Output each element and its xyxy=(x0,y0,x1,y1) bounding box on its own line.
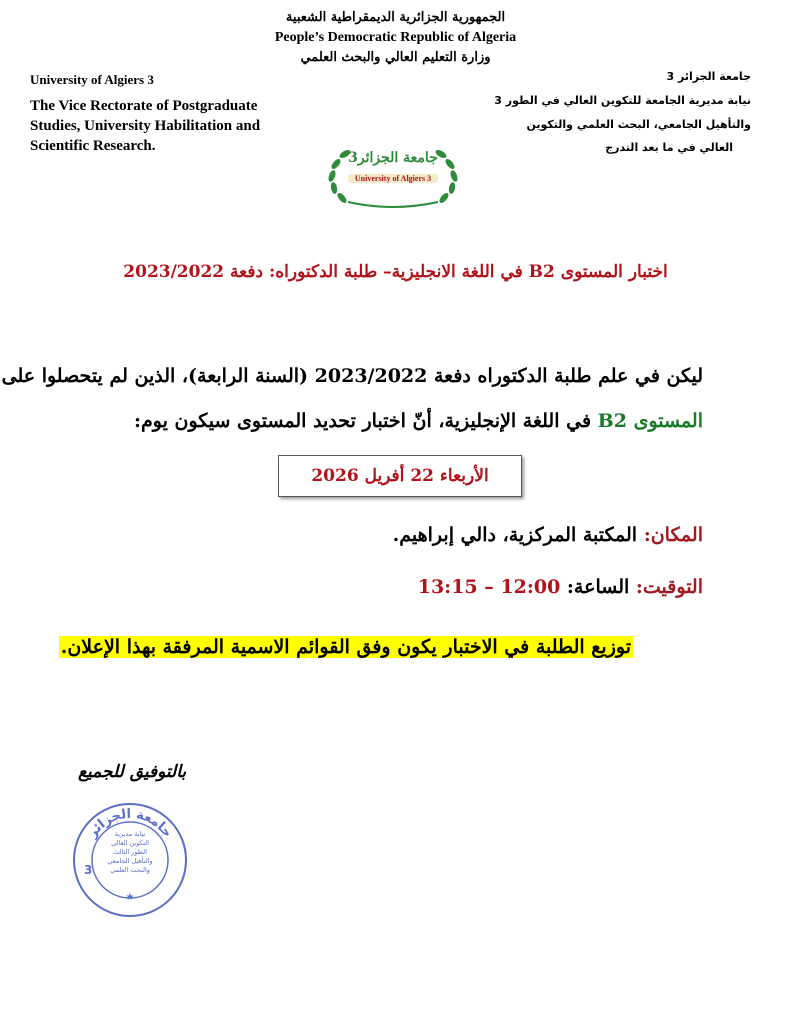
office-line-3: Scientific Research. xyxy=(30,138,156,154)
stamp-center-text xyxy=(96,830,164,875)
announcement-title: اختبار المستوى B2 في اللغة الانجليزية– طلبة الدكتوراه: دفعة 2023/2022 xyxy=(123,262,668,282)
distribution-note xyxy=(59,636,633,658)
exam-date-box xyxy=(278,455,522,497)
logo-english-text: University of Algiers 3 xyxy=(348,174,438,183)
body-line-2 xyxy=(134,410,703,432)
timing-end: 13:15 xyxy=(417,576,478,598)
timing-label: التوقيت: xyxy=(635,576,703,598)
place-label: المكان: xyxy=(643,524,703,546)
body-line-1: ليكن في علم طلبة الدكتوراه دفعة 2023/2022 (السنة الرابعة)، الذين لم يتحصلوا على xyxy=(1,365,703,387)
stamp-center-line-5: والبحث العلمي xyxy=(110,866,150,874)
office-line-2: Studies, University Habilitation and xyxy=(30,118,261,134)
place-line xyxy=(393,524,703,546)
distribution-note-text: توزيع الطلبة في الاختبار يكون وفق القوائم الاسمية المرفقة بهذا الإعلان. xyxy=(60,636,631,658)
stamp-ring-text: جامعة الجزائر xyxy=(84,806,175,841)
stamp-center-line-4: والتأهيل الجامعي xyxy=(107,857,153,865)
logo-arabic-text: جامعة الجزائر3 xyxy=(348,150,438,166)
timing-start: 12:00 xyxy=(500,576,561,598)
university-name: University of Algiers 3 xyxy=(30,72,154,87)
office-arabic-line-1: نيابة مديرية الجامعة للتكوين العالي في الطور 3 xyxy=(494,94,751,107)
stamp-center-line-2: التكوين العالي xyxy=(111,839,149,847)
office-arabic-line-3: العالي في ما بعد التدرج xyxy=(605,141,733,154)
office-line-1: The Vice Rectorate of Postgraduate xyxy=(30,98,258,114)
place-value: المكتبة المركزية، دالي إبراهيم. xyxy=(392,524,638,546)
office-arabic-line-2: والتأهيل الجامعي، البحث العلمي والتكوين xyxy=(526,118,751,131)
stamp-center-line-1: نيابة مديرية xyxy=(114,830,146,838)
state-name-english: People’s Democratic Republic of Algeria xyxy=(274,30,517,45)
timing-dash: – xyxy=(484,576,494,598)
timing-range xyxy=(418,576,561,598)
stamp-star-icon: ★ xyxy=(125,892,135,903)
university-logo xyxy=(318,140,468,210)
stamp-number: 3 xyxy=(84,863,93,877)
exam-date: الأربعاء 22 أفريل 2026 xyxy=(311,466,489,486)
stamp-center-line-3: الطور الثالث xyxy=(113,848,147,856)
timing-word: الساعة: xyxy=(566,576,630,598)
timing-line xyxy=(418,576,703,598)
ministry-arabic: وزارة التعليم العالي والبحث العلمي xyxy=(300,50,491,65)
official-stamp xyxy=(70,800,190,920)
level-b2: المستوى B2 xyxy=(597,410,703,432)
body-line-2-text: في اللغة الإنجليزية، أنّ اختبار تحديد المستوى سيكون يوم: xyxy=(134,410,592,432)
closing-wish: بالتوفيق للجميع xyxy=(78,762,187,782)
state-name-arabic: الجمهورية الجزائرية الديمقراطية الشعبية xyxy=(285,10,506,25)
university-name-arabic: جامعة الجزائر 3 xyxy=(666,70,751,83)
